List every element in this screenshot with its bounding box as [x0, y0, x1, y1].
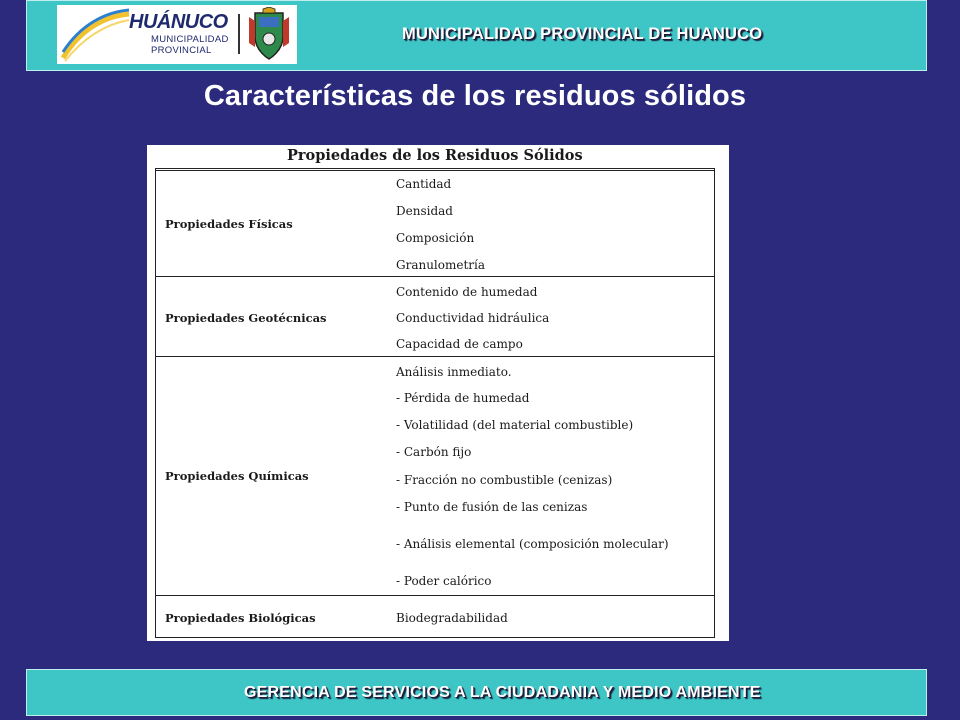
table-rule — [155, 356, 715, 357]
table-rule — [155, 168, 715, 169]
swoosh-icon — [61, 8, 131, 63]
header-banner — [26, 0, 927, 71]
property-item: Conductividad hidráulica — [396, 311, 550, 325]
logo-divider — [238, 14, 240, 54]
property-item: Análisis inmediato. — [396, 365, 512, 379]
table-rule — [155, 595, 715, 596]
category-geotecnicas: Propiedades Geotécnicas — [165, 311, 327, 325]
property-item: - Fracción no combustible (cenizas) — [396, 473, 613, 487]
table-right-border — [714, 168, 715, 638]
property-item: - Carbón fijo — [396, 445, 472, 459]
property-item: Contenido de humedad — [396, 285, 538, 299]
property-item: - Punto de fusión de las cenizas — [396, 500, 588, 514]
properties-table — [147, 145, 729, 641]
property-item: - Análisis elemental (composición molecular) — [396, 537, 669, 551]
table-left-border — [155, 168, 156, 638]
logo-name: HUÁNUCO — [129, 11, 228, 33]
category-quimicas: Propiedades Químicas — [165, 469, 309, 483]
property-item: Densidad — [396, 204, 453, 218]
category-fisicas: Propiedades Físicas — [165, 217, 293, 231]
table-rule — [155, 170, 715, 171]
logo-line-1: MUNICIPALIDAD — [151, 34, 229, 45]
footer-banner — [26, 669, 927, 716]
property-item: Granulometría — [396, 258, 486, 272]
property-item: Biodegradabilidad — [396, 611, 508, 625]
table-rule — [155, 637, 715, 638]
header-title: MUNICIPALIDAD PROVINCIAL DE HUANUCO — [402, 25, 763, 43]
coat-of-arms-icon — [245, 7, 293, 63]
property-item: - Volatilidad (del material combustible) — [396, 418, 634, 432]
property-item: - Poder calórico — [396, 574, 492, 588]
property-item: Capacidad de campo — [396, 337, 523, 351]
property-item: Composición — [396, 231, 475, 245]
slide-title: Características de los residuos sólidos — [203, 80, 747, 112]
municipal-logo — [57, 5, 297, 64]
table-heading: Propiedades de los Residuos Sólidos — [287, 147, 583, 164]
category-biologicas: Propiedades Biológicas — [165, 611, 316, 625]
property-item: Cantidad — [396, 177, 452, 191]
table-rule — [155, 276, 715, 277]
logo-line-2: PROVINCIAL — [151, 45, 212, 56]
footer-title: GERENCIA DE SERVICIOS A LA CIUDADANIA Y MEDIO AMBIENTE — [244, 684, 761, 701]
property-item: - Pérdida de humedad — [396, 391, 530, 405]
